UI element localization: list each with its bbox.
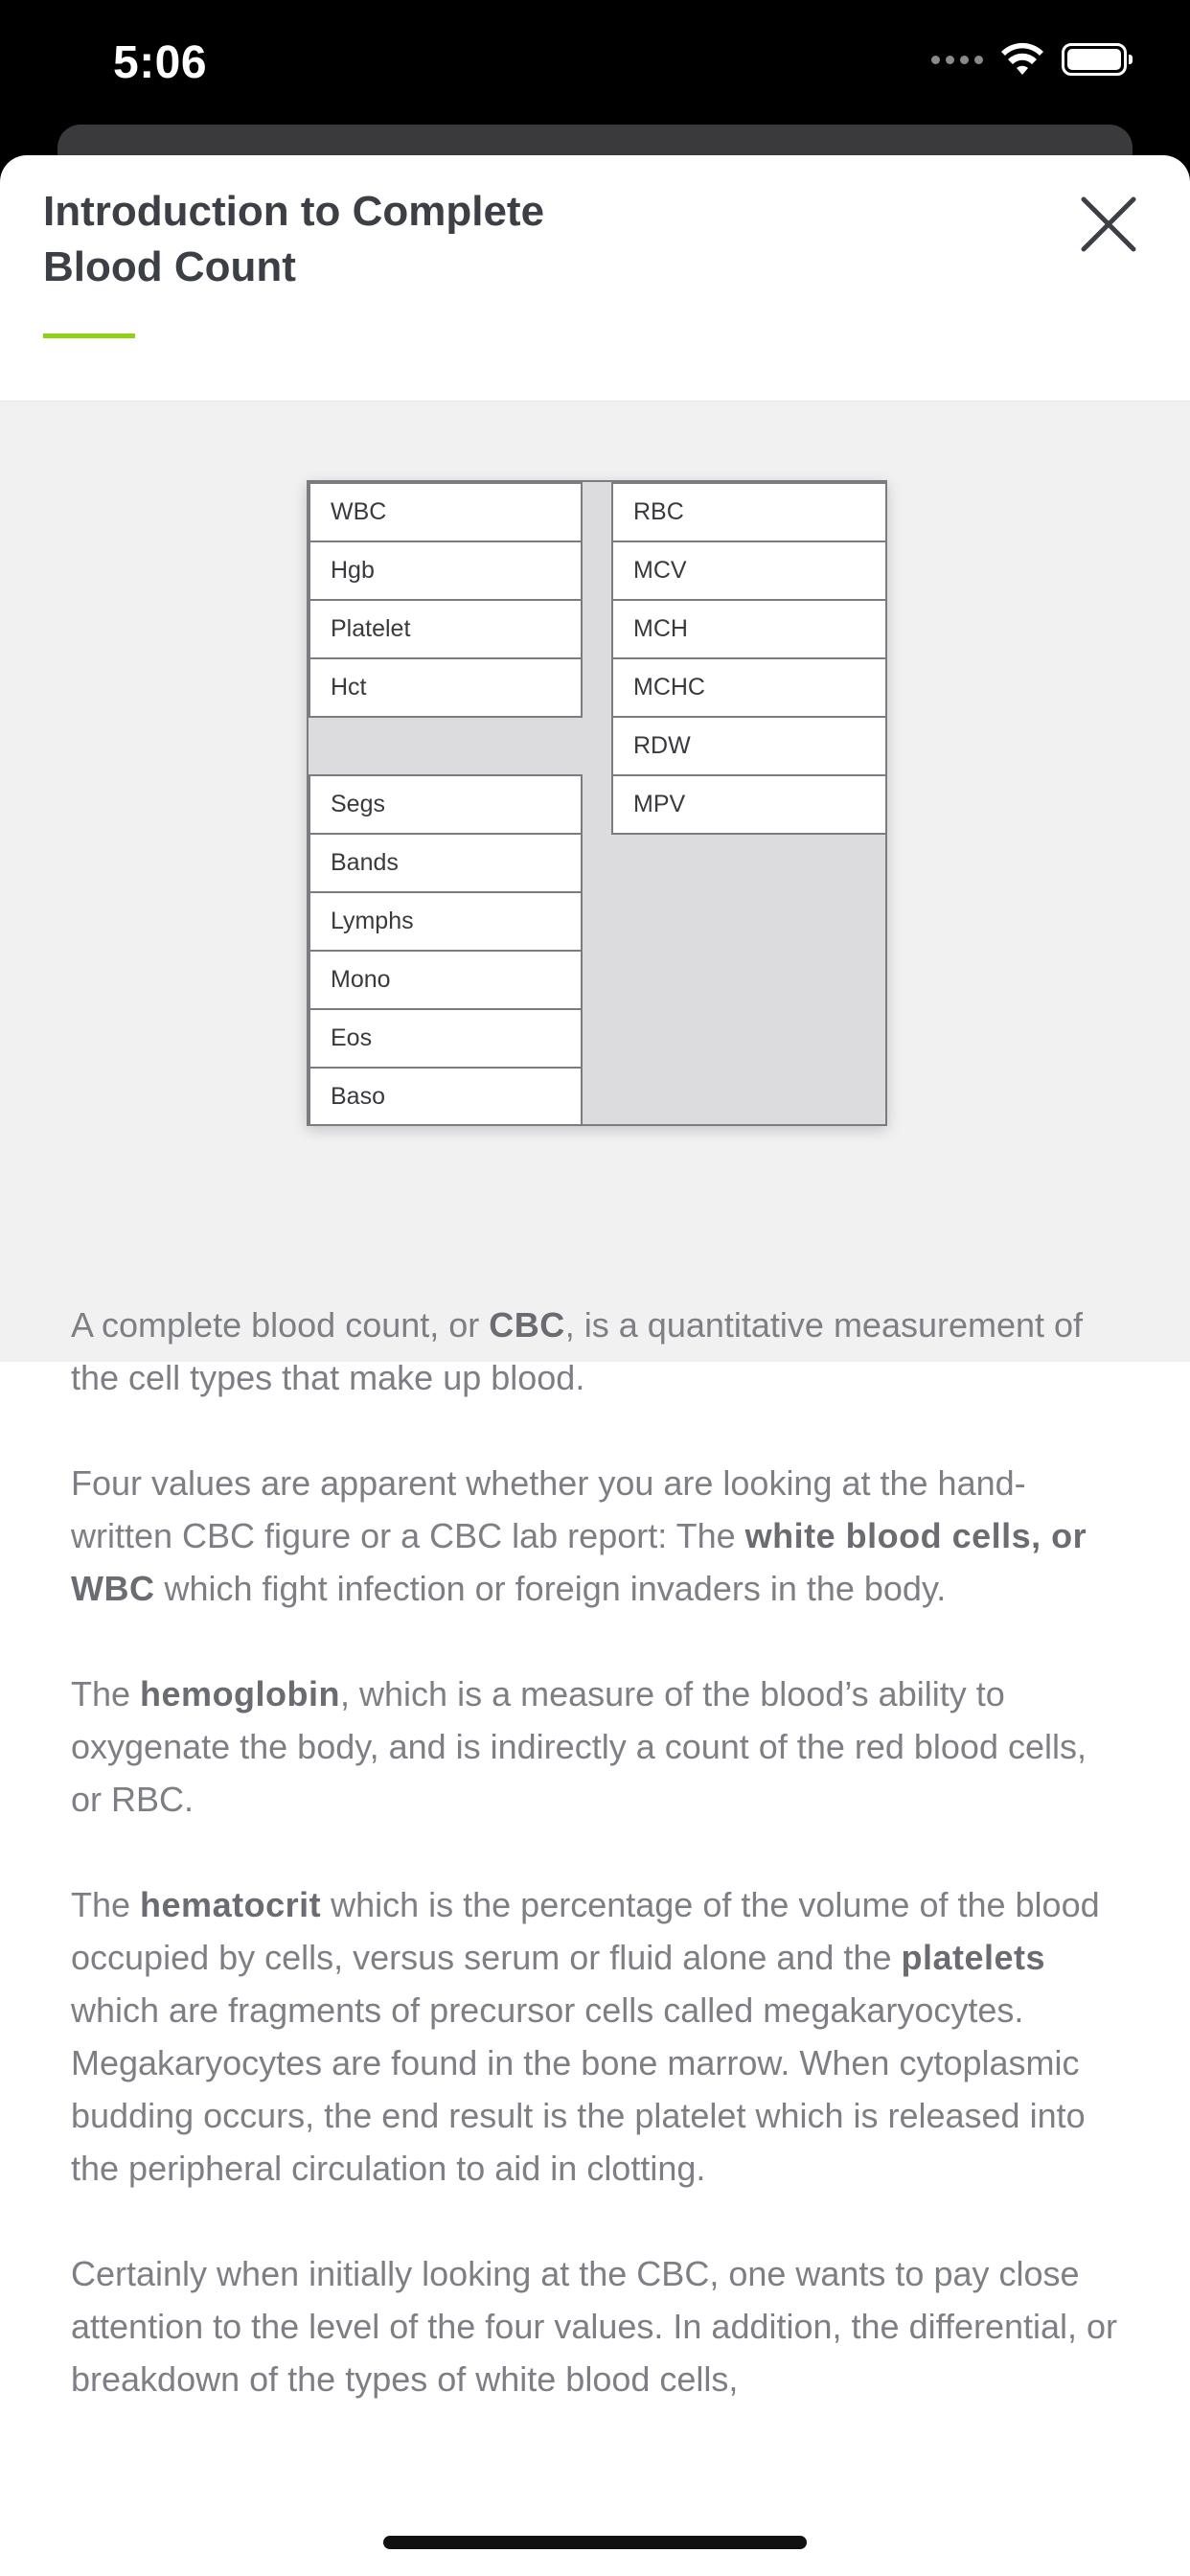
cellular-signal-icon (931, 56, 983, 64)
cbc-figure (307, 480, 887, 1126)
wifi-icon (1000, 42, 1044, 77)
battery-icon (1062, 43, 1127, 76)
home-indicator[interactable] (383, 2536, 807, 2549)
cbc-cell-eos: Eos (309, 1008, 583, 1069)
cbc-cell-hct: Hct (309, 657, 583, 718)
article-paragraph: The hemoglobin, which is a measure of the blood’s ability to oxygenate the body, and is indirectly a count of the red blood cells, or RBC. (71, 1674, 1087, 1819)
title-accent-bar (43, 334, 135, 338)
cbc-figure-area (0, 402, 1190, 1362)
cbc-cell-mono: Mono (309, 950, 583, 1010)
cbc-cell-hgb: Hgb (309, 540, 583, 601)
close-icon (1070, 186, 1147, 263)
status-icons (931, 42, 1127, 77)
article-paragraph: A complete blood count, or CBC, is a quantitative measurement of the cell types that make up blood. (71, 1305, 1084, 1397)
article-paragraph: Certainly when initially looking at the CBC, one wants to pay close attention to the level of the four values. In addition, the differential, or breakdown of the types of white blood cells, (71, 2254, 1118, 2399)
cbc-cell-baso: Baso (309, 1067, 583, 1126)
cbc-cell-rbc: RBC (611, 482, 887, 542)
cbc-cell-wbc: WBC (309, 482, 583, 542)
cbc-cell-lymphs: Lymphs (309, 891, 583, 952)
cbc-cell-mcv: MCV (611, 540, 887, 601)
status-bar (0, 0, 1190, 134)
cbc-cell-rdw: RDW (611, 716, 887, 776)
sheet-header (0, 155, 1190, 402)
cbc-cell-mchc: MCHC (611, 657, 887, 718)
article-paragraph: The hematocrit which is the percentage of the volume of the blood occupied by cells, versus serum or fluid alone and the platelets which are fragments of precursor cells called megakaryocytes. Megakaryocytes are found in the bone marrow. When cytoplasmic budding occurs, the end result is the platelet which is released into the peripheral circulation to aid in clotting. (71, 1885, 1100, 2188)
cbc-cell-mch: MCH (611, 599, 887, 659)
cbc-cell-bands: Bands (309, 833, 583, 893)
status-time: 5:06 (113, 37, 208, 88)
article-body (71, 1299, 1125, 2458)
cbc-cell-segs: Segs (309, 774, 583, 835)
cbc-cell-mpv: MPV (611, 774, 887, 835)
cbc-cell-platelet: Platelet (309, 599, 583, 659)
close-button[interactable] (1070, 186, 1147, 263)
article-paragraph: Four values are apparent whether you are looking at the hand-written CBC figure or a CBC lab report: The white blood cells, or WBC which fight infection or foreign invaders in the body. (71, 1463, 1087, 1608)
page-title: Introduction to Complete Blood Count (43, 188, 545, 290)
